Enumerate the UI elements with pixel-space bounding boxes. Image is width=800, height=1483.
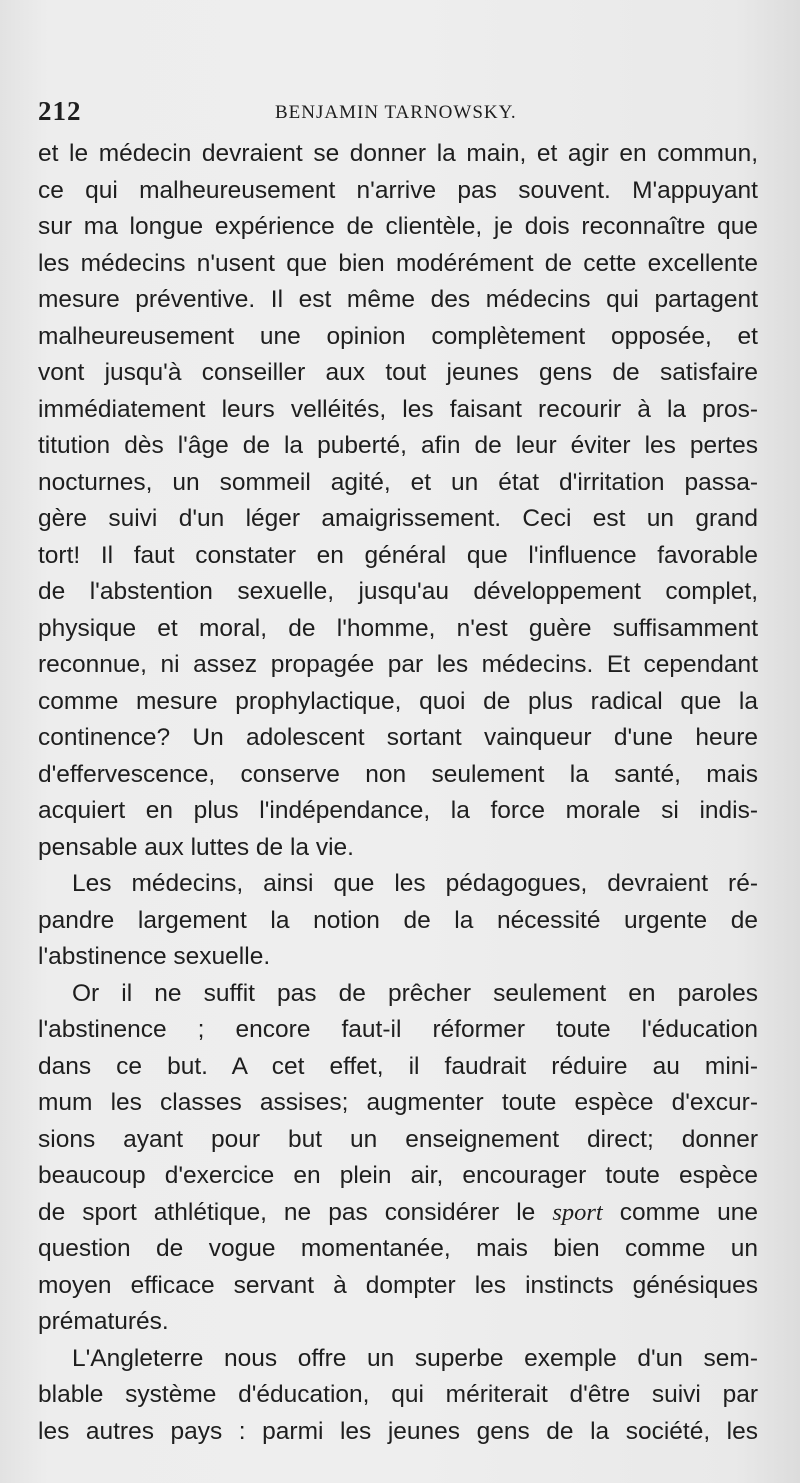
text-run: de sport athlétique, ne pas considérer le: [38, 1198, 553, 1226]
page-number: 212: [38, 96, 82, 126]
text-line: les autres pays : parmi les jeunes gens de la société, les: [38, 1417, 758, 1445]
text-line: blable système d'éducation, qui mériterait d'être suivi par: [38, 1381, 758, 1408]
running-title: BENJAMIN TARNOWSKY.: [275, 102, 517, 123]
text-line: sur ma longue expérience de clientèle, je dois reconnaître que: [38, 213, 758, 240]
text-line: mum les classes assises; augmenter toute espèce d'excur-: [38, 1089, 758, 1116]
text-line: pandre largement la notion de la nécessité urgente de: [38, 906, 758, 934]
text-line: mesure préventive. Il est même des médecins qui partagent: [38, 286, 758, 313]
text-line-paragraph-end: prématurés.: [38, 1308, 169, 1335]
text-line-paragraph-start: L'Angleterre nous offre un superbe exemple d'un sem-: [72, 1344, 758, 1372]
text-line: de l'abstention sexuelle, jusqu'au développement complet,: [38, 578, 758, 605]
text-line: tort! Il faut constater en général que l'influence favorable: [38, 541, 758, 569]
text-line: beaucoup d'exercice en plein air, encourager toute espèce: [38, 1162, 758, 1189]
text-line: acquiert en plus l'indépendance, la force morale si indis-: [38, 797, 758, 824]
text-line-paragraph-end: pensable aux luttes de la vie.: [38, 833, 354, 861]
text-line: moyen efficace servant à dompter les instincts génésiques: [38, 1271, 758, 1299]
text-line: ce qui malheureusement n'arrive pas souvent. M'appuyant: [38, 176, 758, 204]
text-line: comme mesure prophylactique, quoi de plus radical que la: [38, 687, 758, 715]
text-line-with-italic: [38, 1195, 758, 1232]
text-line: vont jusqu'à conseiller aux tout jeunes gens de satisfaire: [38, 359, 758, 386]
text-line-paragraph-end: l'abstinence sexuelle.: [38, 943, 271, 970]
running-head: [38, 96, 758, 132]
text-line: physique et moral, de l'homme, n'est guère suffisamment: [38, 614, 758, 642]
text-line: malheureusement une opinion complètement opposée, et: [38, 322, 758, 350]
body-text: [38, 136, 758, 1450]
text-line: question de vogue momentanée, mais bien comme un: [38, 1235, 758, 1262]
text-line-paragraph-start: Les médecins, ainsi que les pédagogues, devraient ré-: [72, 870, 758, 897]
text-line: immédiatement leurs velléités, les faisant recourir à la pros-: [38, 395, 758, 423]
text-line: dans ce but. A cet effet, il faudrait réduire au mini-: [38, 1052, 758, 1080]
text-line: nocturnes, un sommeil agité, et un état d'irritation passa-: [38, 468, 758, 496]
text-line: gère suivi d'un léger amaigrissement. Ceci est un grand: [38, 505, 758, 532]
text-line: l'abstinence ; encore faut-il réformer toute l'éducation: [38, 1016, 758, 1043]
text-line: titution dès l'âge de la puberté, afin de leur éviter les pertes: [38, 432, 758, 459]
text-line: et le médecin devraient se donner la main, et agir en commun,: [38, 140, 758, 167]
text-line: continence? Un adolescent sortant vainqueur d'une heure: [38, 724, 758, 751]
text-line: les médecins n'usent que bien modérément de cette excellente: [38, 249, 758, 277]
text-line: reconnue, ni assez propagée par les médecins. Et cependant: [38, 651, 758, 678]
text-line: d'effervescence, conserve non seulement la santé, mais: [38, 760, 758, 788]
text-line-paragraph-start: Or il ne suffit pas de prêcher seulement en paroles: [72, 979, 758, 1007]
text-line: sions ayant pour but un enseignement direct; donner: [38, 1125, 758, 1153]
text-run: comme une: [602, 1198, 758, 1226]
italic-word: sport: [552, 1198, 603, 1226]
